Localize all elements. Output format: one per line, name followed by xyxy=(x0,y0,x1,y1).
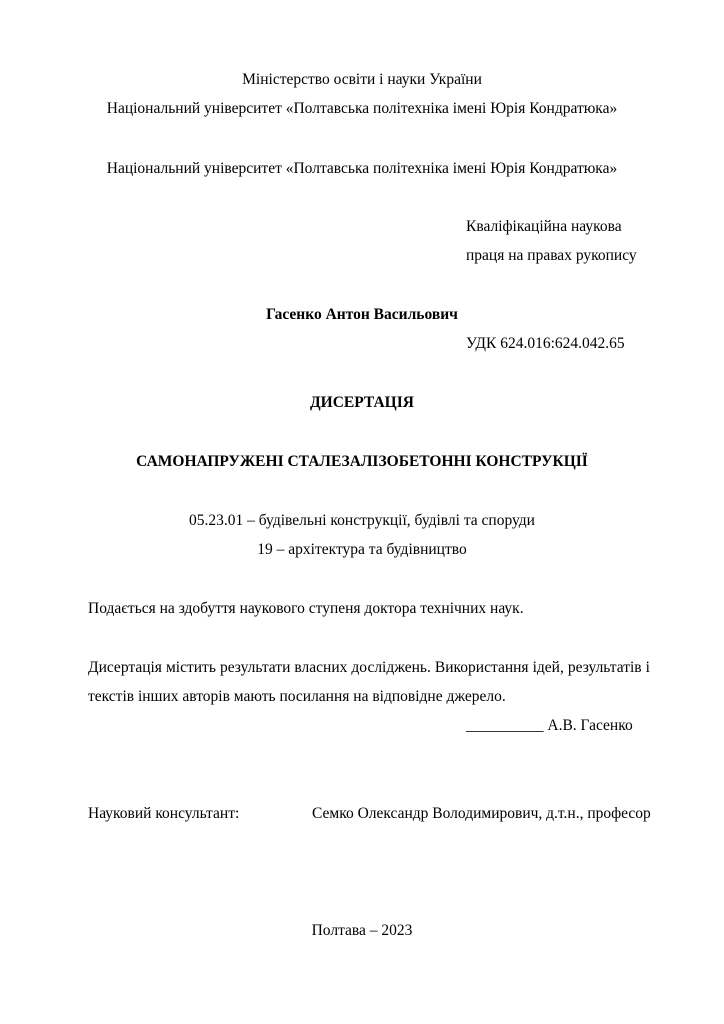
ministry-heading: Міністерство освіти і науки України xyxy=(242,71,482,88)
university-heading-secondary: Національний університет «Полтавська політехніка імені Юрія Кондратюка» xyxy=(106,160,618,177)
consultant-label: Науковий консультант: xyxy=(88,805,240,822)
manuscript-note-line-2: праця на правах рукопису xyxy=(466,247,637,264)
manuscript-note-line-1: Кваліфікаційна наукова xyxy=(466,218,622,235)
degree-statement: Подається на здобуття наукового ступеня доктора технічних наук. xyxy=(88,600,524,617)
signature-name: А.В. Гасенко xyxy=(547,717,633,734)
originality-declaration: Дисертація містить результати власних досліджень. Використання ідей, результатів і текстів інших авторів мають посилання на відповідне джерело. xyxy=(88,659,650,705)
specialty-code-2: 19 – архітектура та будівництво xyxy=(257,541,467,558)
udk-code: УДК 624.016:624.042.65 xyxy=(466,335,625,352)
document-type: ДИСЕРТАЦІЯ xyxy=(310,394,414,411)
signature-block xyxy=(466,716,633,736)
place-and-year: Полтава – 2023 xyxy=(311,922,413,939)
signature-line: __________ xyxy=(466,717,544,734)
dissertation-title: САМОНАПРУЖЕНІ СТАЛЕЗАЛІЗОБЕТОННІ КОНСТРУКЦІЇ xyxy=(136,453,588,470)
consultant-value: Семко Олександр Володимирович, д.т.н., професор xyxy=(312,805,651,822)
specialty-code-1: 05.23.01 – будівельні конструкції, будівлі та споруди xyxy=(189,512,535,529)
author-name: Гасенко Антон Васильович xyxy=(266,306,458,323)
university-heading-primary: Національний університет «Полтавська політехніка імені Юрія Кондратюка» xyxy=(106,100,618,117)
